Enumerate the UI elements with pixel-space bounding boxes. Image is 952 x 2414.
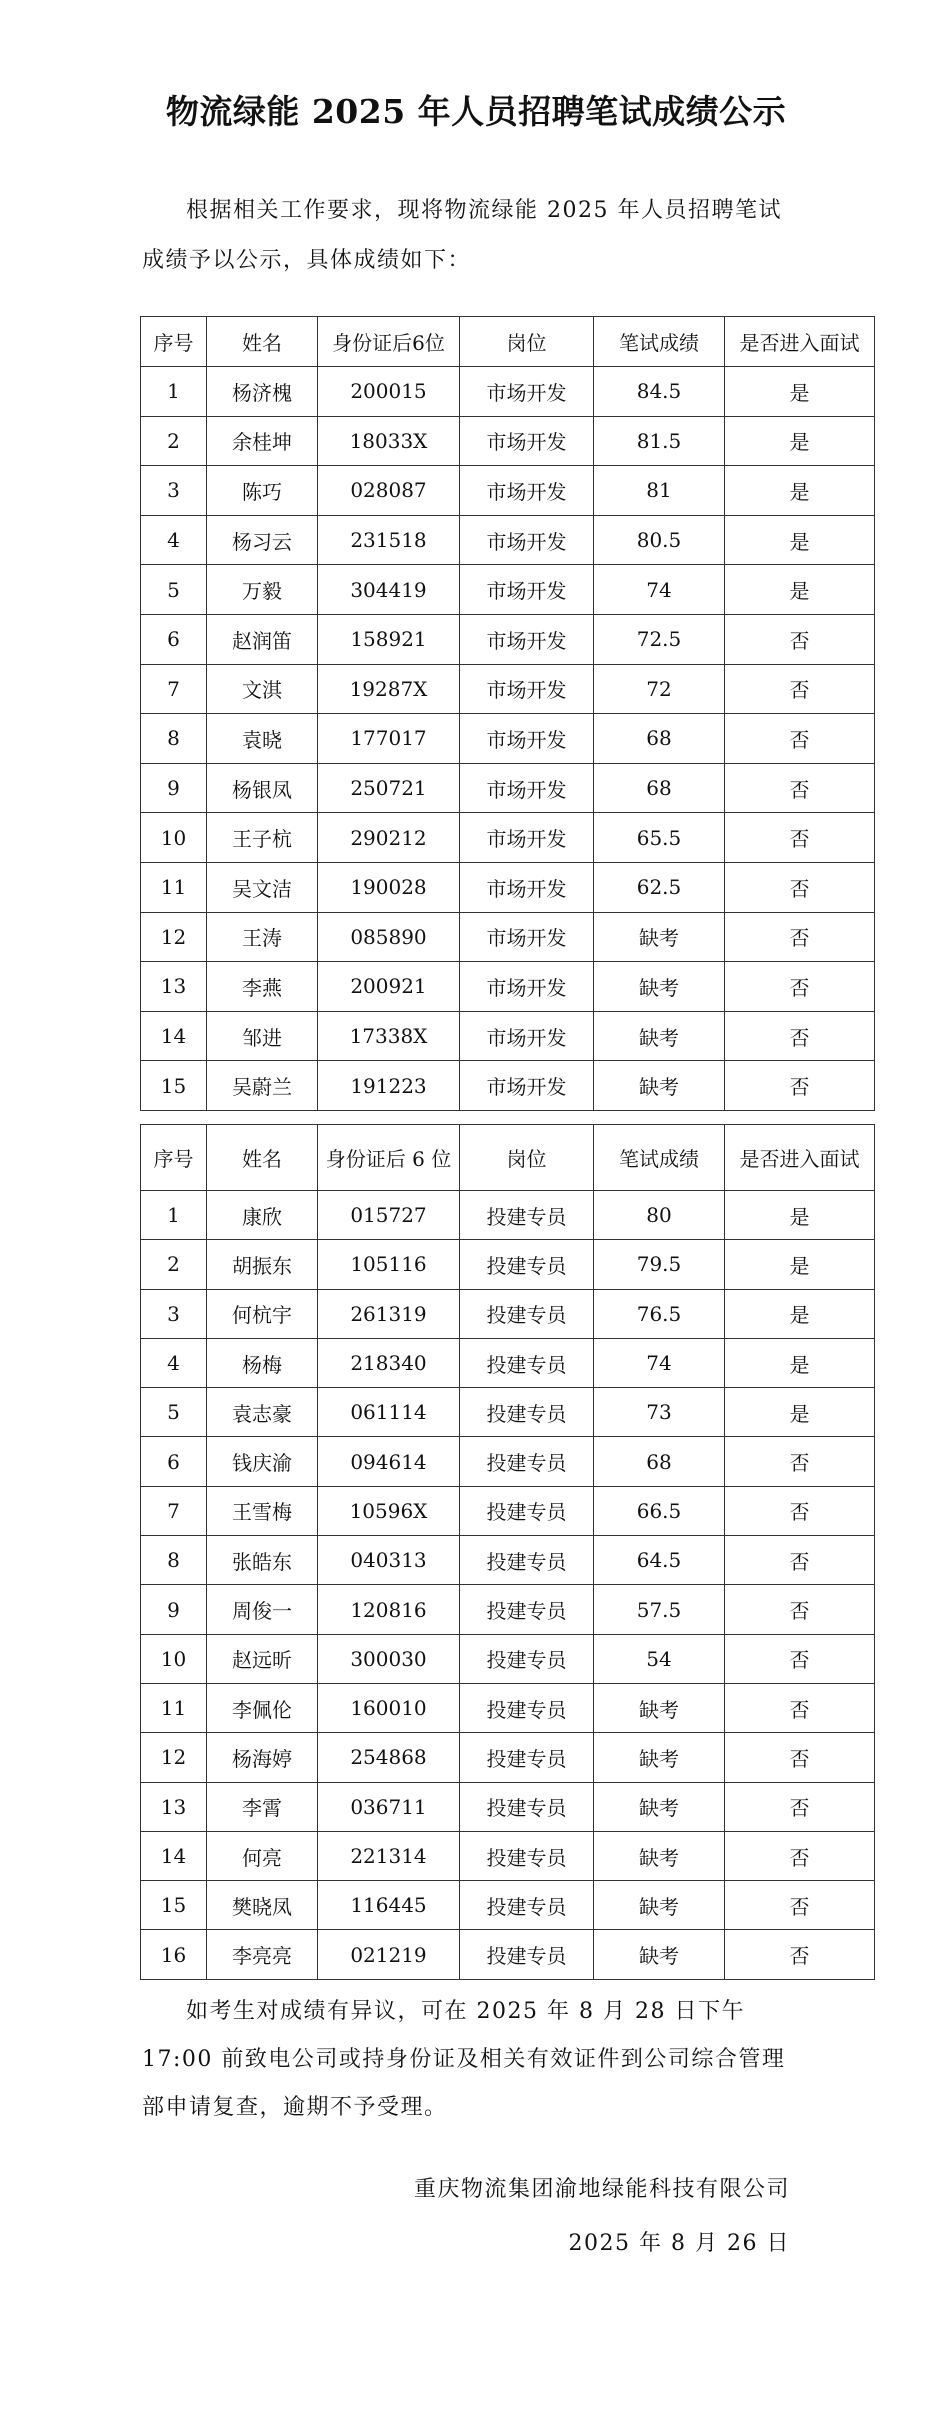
cell-index: 1	[141, 367, 207, 417]
investment-table-row	[141, 1191, 875, 1240]
cell-interview: 否	[725, 1061, 875, 1111]
cell-interview: 否	[725, 1881, 875, 1930]
header-name: 姓名	[207, 1125, 318, 1191]
cell-name: 张皓东	[207, 1536, 318, 1585]
cell-position: 市场开发	[460, 714, 594, 764]
cell-score: 缺考	[594, 1930, 725, 1979]
cell-score: 68	[594, 714, 725, 764]
header-index: 序号	[141, 1125, 207, 1191]
cell-index: 7	[141, 664, 207, 714]
cell-position: 投建专员	[460, 1683, 594, 1732]
cell-id-last6: 300030	[318, 1634, 460, 1683]
cell-interview: 否	[725, 813, 875, 863]
cell-position: 市场开发	[460, 763, 594, 813]
cell-id-last6: 250721	[318, 763, 460, 813]
investment-table-row	[141, 1733, 875, 1782]
cell-position: 市场开发	[460, 466, 594, 516]
cell-index: 3	[141, 1289, 207, 1338]
issue-date: 2025 年 8 月 26 日	[568, 2231, 790, 2256]
cell-name: 杨银凤	[207, 763, 318, 813]
market-dev-table-row	[141, 614, 875, 664]
cell-index: 13	[141, 962, 207, 1012]
cell-position: 投建专员	[460, 1585, 594, 1634]
cell-position: 市场开发	[460, 515, 594, 565]
cell-name: 何杭宇	[207, 1289, 318, 1338]
market-dev-table-row	[141, 763, 875, 813]
cell-index: 8	[141, 714, 207, 764]
cell-interview: 否	[725, 962, 875, 1012]
cell-position: 市场开发	[460, 614, 594, 664]
cell-score: 76.5	[594, 1289, 725, 1338]
cell-interview: 否	[725, 1683, 875, 1732]
investment-score-table	[140, 1124, 875, 1980]
cell-name: 何亮	[207, 1831, 318, 1880]
investment-table-row	[141, 1289, 875, 1338]
market-dev-table-row	[141, 664, 875, 714]
cell-id-last6: 158921	[318, 614, 460, 664]
cell-score: 80	[594, 1191, 725, 1240]
cell-index: 12	[141, 912, 207, 962]
cell-score: 缺考	[594, 1831, 725, 1880]
cell-interview: 否	[725, 862, 875, 912]
cell-score: 缺考	[594, 1733, 725, 1782]
issuing-organization: 重庆物流集团渝地绿能科技有限公司	[413, 2177, 790, 2202]
cell-score: 81.5	[594, 416, 725, 466]
cell-id-last6: 10596X	[318, 1486, 460, 1535]
cell-score: 缺考	[594, 1782, 725, 1831]
cell-id-last6: 221314	[318, 1831, 460, 1880]
cell-name: 胡振东	[207, 1240, 318, 1289]
cell-position: 市场开发	[460, 962, 594, 1012]
cell-id-last6: 261319	[318, 1289, 460, 1338]
cell-position: 市场开发	[460, 1011, 594, 1061]
cell-id-last6: 061114	[318, 1388, 460, 1437]
cell-name: 袁志豪	[207, 1388, 318, 1437]
cell-id-last6: 19287X	[318, 664, 460, 714]
cell-position: 市场开发	[460, 367, 594, 417]
header-score: 笔试成绩	[594, 317, 725, 367]
cell-score: 68	[594, 1437, 725, 1486]
investment-table-row	[141, 1536, 875, 1585]
investment-table-row	[141, 1831, 875, 1880]
market-dev-table-row	[141, 912, 875, 962]
cell-name: 陈巧	[207, 466, 318, 516]
cell-score: 64.5	[594, 1536, 725, 1585]
cell-position: 投建专员	[460, 1881, 594, 1930]
cell-index: 15	[141, 1881, 207, 1930]
cell-position: 市场开发	[460, 912, 594, 962]
cell-interview: 是	[725, 466, 875, 516]
cell-name: 文淇	[207, 664, 318, 714]
cell-name: 李霄	[207, 1782, 318, 1831]
cell-id-last6: 177017	[318, 714, 460, 764]
cell-score: 80.5	[594, 515, 725, 565]
cell-interview: 否	[725, 1831, 875, 1880]
cell-score: 缺考	[594, 1011, 725, 1061]
cell-name: 钱庆渝	[207, 1437, 318, 1486]
cell-interview: 否	[725, 1585, 875, 1634]
market-dev-table-row	[141, 565, 875, 615]
cell-index: 11	[141, 862, 207, 912]
cell-index: 6	[141, 1437, 207, 1486]
cell-score: 81	[594, 466, 725, 516]
cell-interview: 是	[725, 1191, 875, 1240]
cell-name: 王雪梅	[207, 1486, 318, 1535]
investment-table-row	[141, 1240, 875, 1289]
cell-position: 投建专员	[460, 1634, 594, 1683]
cell-name: 吴蔚兰	[207, 1061, 318, 1111]
cell-score: 62.5	[594, 862, 725, 912]
cell-name: 吴文洁	[207, 862, 318, 912]
cell-index: 10	[141, 813, 207, 863]
table-header-row	[141, 317, 875, 367]
cell-interview: 否	[725, 1486, 875, 1535]
investment-table-row	[141, 1881, 875, 1930]
cell-position: 投建专员	[460, 1733, 594, 1782]
cell-score: 缺考	[594, 1881, 725, 1930]
cell-interview: 是	[725, 1388, 875, 1437]
cell-index: 14	[141, 1011, 207, 1061]
cell-interview: 是	[725, 1289, 875, 1338]
cell-interview: 否	[725, 1634, 875, 1683]
header-interview: 是否进入面试	[725, 1125, 875, 1191]
cell-id-last6: 254868	[318, 1733, 460, 1782]
cell-id-last6: 304419	[318, 565, 460, 615]
cell-index: 4	[141, 515, 207, 565]
cell-name: 樊晓凤	[207, 1881, 318, 1930]
cell-position: 投建专员	[460, 1191, 594, 1240]
market-dev-table-row	[141, 466, 875, 516]
market-dev-table-row	[141, 1011, 875, 1061]
investment-table-row	[141, 1338, 875, 1387]
cell-id-last6: 218340	[318, 1338, 460, 1387]
investment-table-row	[141, 1437, 875, 1486]
cell-index: 11	[141, 1683, 207, 1732]
cell-name: 杨梅	[207, 1338, 318, 1387]
cell-interview: 否	[725, 1782, 875, 1831]
cell-position: 投建专员	[460, 1486, 594, 1535]
cell-position: 市场开发	[460, 1061, 594, 1111]
cell-score: 缺考	[594, 962, 725, 1012]
cell-index: 4	[141, 1338, 207, 1387]
header-id-last6: 身份证后6位	[318, 317, 460, 367]
cell-score: 72.5	[594, 614, 725, 664]
cell-name: 王子杭	[207, 813, 318, 863]
cell-interview: 否	[725, 1930, 875, 1979]
cell-score: 79.5	[594, 1240, 725, 1289]
cell-id-last6: 231518	[318, 515, 460, 565]
cell-position: 投建专员	[460, 1388, 594, 1437]
cell-position: 市场开发	[460, 862, 594, 912]
cell-name: 李燕	[207, 962, 318, 1012]
investment-table-row	[141, 1634, 875, 1683]
cell-id-last6: 028087	[318, 466, 460, 516]
cell-index: 8	[141, 1536, 207, 1585]
market-dev-table-row	[141, 813, 875, 863]
cell-index: 5	[141, 565, 207, 615]
cell-interview: 是	[725, 1338, 875, 1387]
cell-id-last6: 015727	[318, 1191, 460, 1240]
cell-index: 7	[141, 1486, 207, 1535]
cell-id-last6: 18033X	[318, 416, 460, 466]
header-score: 笔试成绩	[594, 1125, 725, 1191]
cell-interview: 否	[725, 1733, 875, 1782]
market-dev-table-row	[141, 962, 875, 1012]
cell-id-last6: 116445	[318, 1881, 460, 1930]
cell-score: 54	[594, 1634, 725, 1683]
cell-position: 投建专员	[460, 1930, 594, 1979]
cell-interview: 否	[725, 1011, 875, 1061]
market-dev-table-row	[141, 367, 875, 417]
cell-position: 市场开发	[460, 565, 594, 615]
market-dev-table-row	[141, 862, 875, 912]
investment-table-row	[141, 1930, 875, 1979]
cell-score: 72	[594, 664, 725, 714]
cell-id-last6: 105116	[318, 1240, 460, 1289]
header-interview: 是否进入面试	[725, 317, 875, 367]
cell-position: 投建专员	[460, 1831, 594, 1880]
cell-id-last6: 120816	[318, 1585, 460, 1634]
cell-score: 57.5	[594, 1585, 725, 1634]
market-dev-table-row	[141, 714, 875, 764]
cell-interview: 否	[725, 614, 875, 664]
investment-table-row	[141, 1585, 875, 1634]
cell-id-last6: 190028	[318, 862, 460, 912]
cell-position: 市场开发	[460, 664, 594, 714]
cell-interview: 否	[725, 1536, 875, 1585]
cell-name: 赵远昕	[207, 1634, 318, 1683]
cell-interview: 是	[725, 416, 875, 466]
cell-name: 康欣	[207, 1191, 318, 1240]
cell-name: 杨济槐	[207, 367, 318, 417]
cell-index: 2	[141, 1240, 207, 1289]
cell-id-last6: 191223	[318, 1061, 460, 1111]
investment-table-row	[141, 1388, 875, 1437]
table-header-row	[141, 1125, 875, 1191]
cell-interview: 否	[725, 664, 875, 714]
cell-id-last6: 160010	[318, 1683, 460, 1732]
cell-interview: 是	[725, 367, 875, 417]
cell-id-last6: 036711	[318, 1782, 460, 1831]
cell-index: 1	[141, 1191, 207, 1240]
cell-name: 王涛	[207, 912, 318, 962]
header-id-last6: 身份证后 6 位	[318, 1125, 460, 1191]
cell-interview: 否	[725, 714, 875, 764]
cell-id-last6: 17338X	[318, 1011, 460, 1061]
header-name: 姓名	[207, 317, 318, 367]
cell-interview: 否	[725, 912, 875, 962]
investment-table-row	[141, 1782, 875, 1831]
cell-id-last6: 094614	[318, 1437, 460, 1486]
market-dev-table-row	[141, 416, 875, 466]
cell-id-last6: 200921	[318, 962, 460, 1012]
cell-index: 10	[141, 1634, 207, 1683]
cell-score: 缺考	[594, 912, 725, 962]
cell-id-last6: 200015	[318, 367, 460, 417]
cell-name: 周俊一	[207, 1585, 318, 1634]
investment-table-row	[141, 1486, 875, 1535]
header-position: 岗位	[460, 1125, 594, 1191]
cell-position: 市场开发	[460, 813, 594, 863]
cell-name: 李亮亮	[207, 1930, 318, 1979]
cell-index: 3	[141, 466, 207, 516]
cell-name: 余桂坤	[207, 416, 318, 466]
cell-interview: 是	[725, 565, 875, 615]
cell-id-last6: 040313	[318, 1536, 460, 1585]
header-position: 岗位	[460, 317, 594, 367]
cell-index: 9	[141, 763, 207, 813]
cell-score: 84.5	[594, 367, 725, 417]
cell-score: 73	[594, 1388, 725, 1437]
cell-index: 5	[141, 1388, 207, 1437]
cell-name: 万毅	[207, 565, 318, 615]
cell-position: 投建专员	[460, 1289, 594, 1338]
cell-position: 投建专员	[460, 1240, 594, 1289]
cell-interview: 是	[725, 1240, 875, 1289]
cell-index: 13	[141, 1782, 207, 1831]
cell-position: 投建专员	[460, 1437, 594, 1486]
cell-position: 投建专员	[460, 1536, 594, 1585]
cell-name: 杨习云	[207, 515, 318, 565]
cell-score: 74	[594, 565, 725, 615]
cell-name: 李佩伦	[207, 1683, 318, 1732]
cell-position: 投建专员	[460, 1782, 594, 1831]
cell-interview: 否	[725, 1437, 875, 1486]
cell-index: 12	[141, 1733, 207, 1782]
cell-name: 袁晓	[207, 714, 318, 764]
cell-index: 2	[141, 416, 207, 466]
market-dev-table-row	[141, 515, 875, 565]
cell-score: 缺考	[594, 1683, 725, 1732]
cell-index: 14	[141, 1831, 207, 1880]
cell-interview: 是	[725, 515, 875, 565]
cell-score: 74	[594, 1338, 725, 1387]
cell-index: 9	[141, 1585, 207, 1634]
cell-id-last6: 021219	[318, 1930, 460, 1979]
cell-name: 赵润笛	[207, 614, 318, 664]
cell-index: 6	[141, 614, 207, 664]
cell-index: 15	[141, 1061, 207, 1111]
market-dev-score-table	[140, 316, 875, 1111]
intro-paragraph: 根据相关工作要求，现将物流绿能 2025 年人员招聘笔试成绩予以公示，具体成绩如下：	[142, 198, 782, 273]
cell-id-last6: 085890	[318, 912, 460, 962]
investment-table-row	[141, 1683, 875, 1732]
cell-position: 市场开发	[460, 416, 594, 466]
cell-name: 邹进	[207, 1011, 318, 1061]
page-title: 物流绿能 2025 年人员招聘笔试成绩公示	[165, 92, 787, 131]
cell-position: 投建专员	[460, 1338, 594, 1387]
cell-name: 杨海婷	[207, 1733, 318, 1782]
cell-score: 68	[594, 763, 725, 813]
cell-score: 缺考	[594, 1061, 725, 1111]
cell-interview: 否	[725, 763, 875, 813]
header-index: 序号	[141, 317, 207, 367]
cell-index: 16	[141, 1930, 207, 1979]
cell-score: 65.5	[594, 813, 725, 863]
cell-id-last6: 290212	[318, 813, 460, 863]
cell-score: 66.5	[594, 1486, 725, 1535]
market-dev-table-row	[141, 1061, 875, 1111]
appeal-notice: 如考生对成绩有异议，可在 2025 年 8 月 28 日下午 17:00 前致电公司或持身份证及相关有效证件到公司综合管理部申请复查，逾期不予受理。	[142, 1999, 786, 2120]
